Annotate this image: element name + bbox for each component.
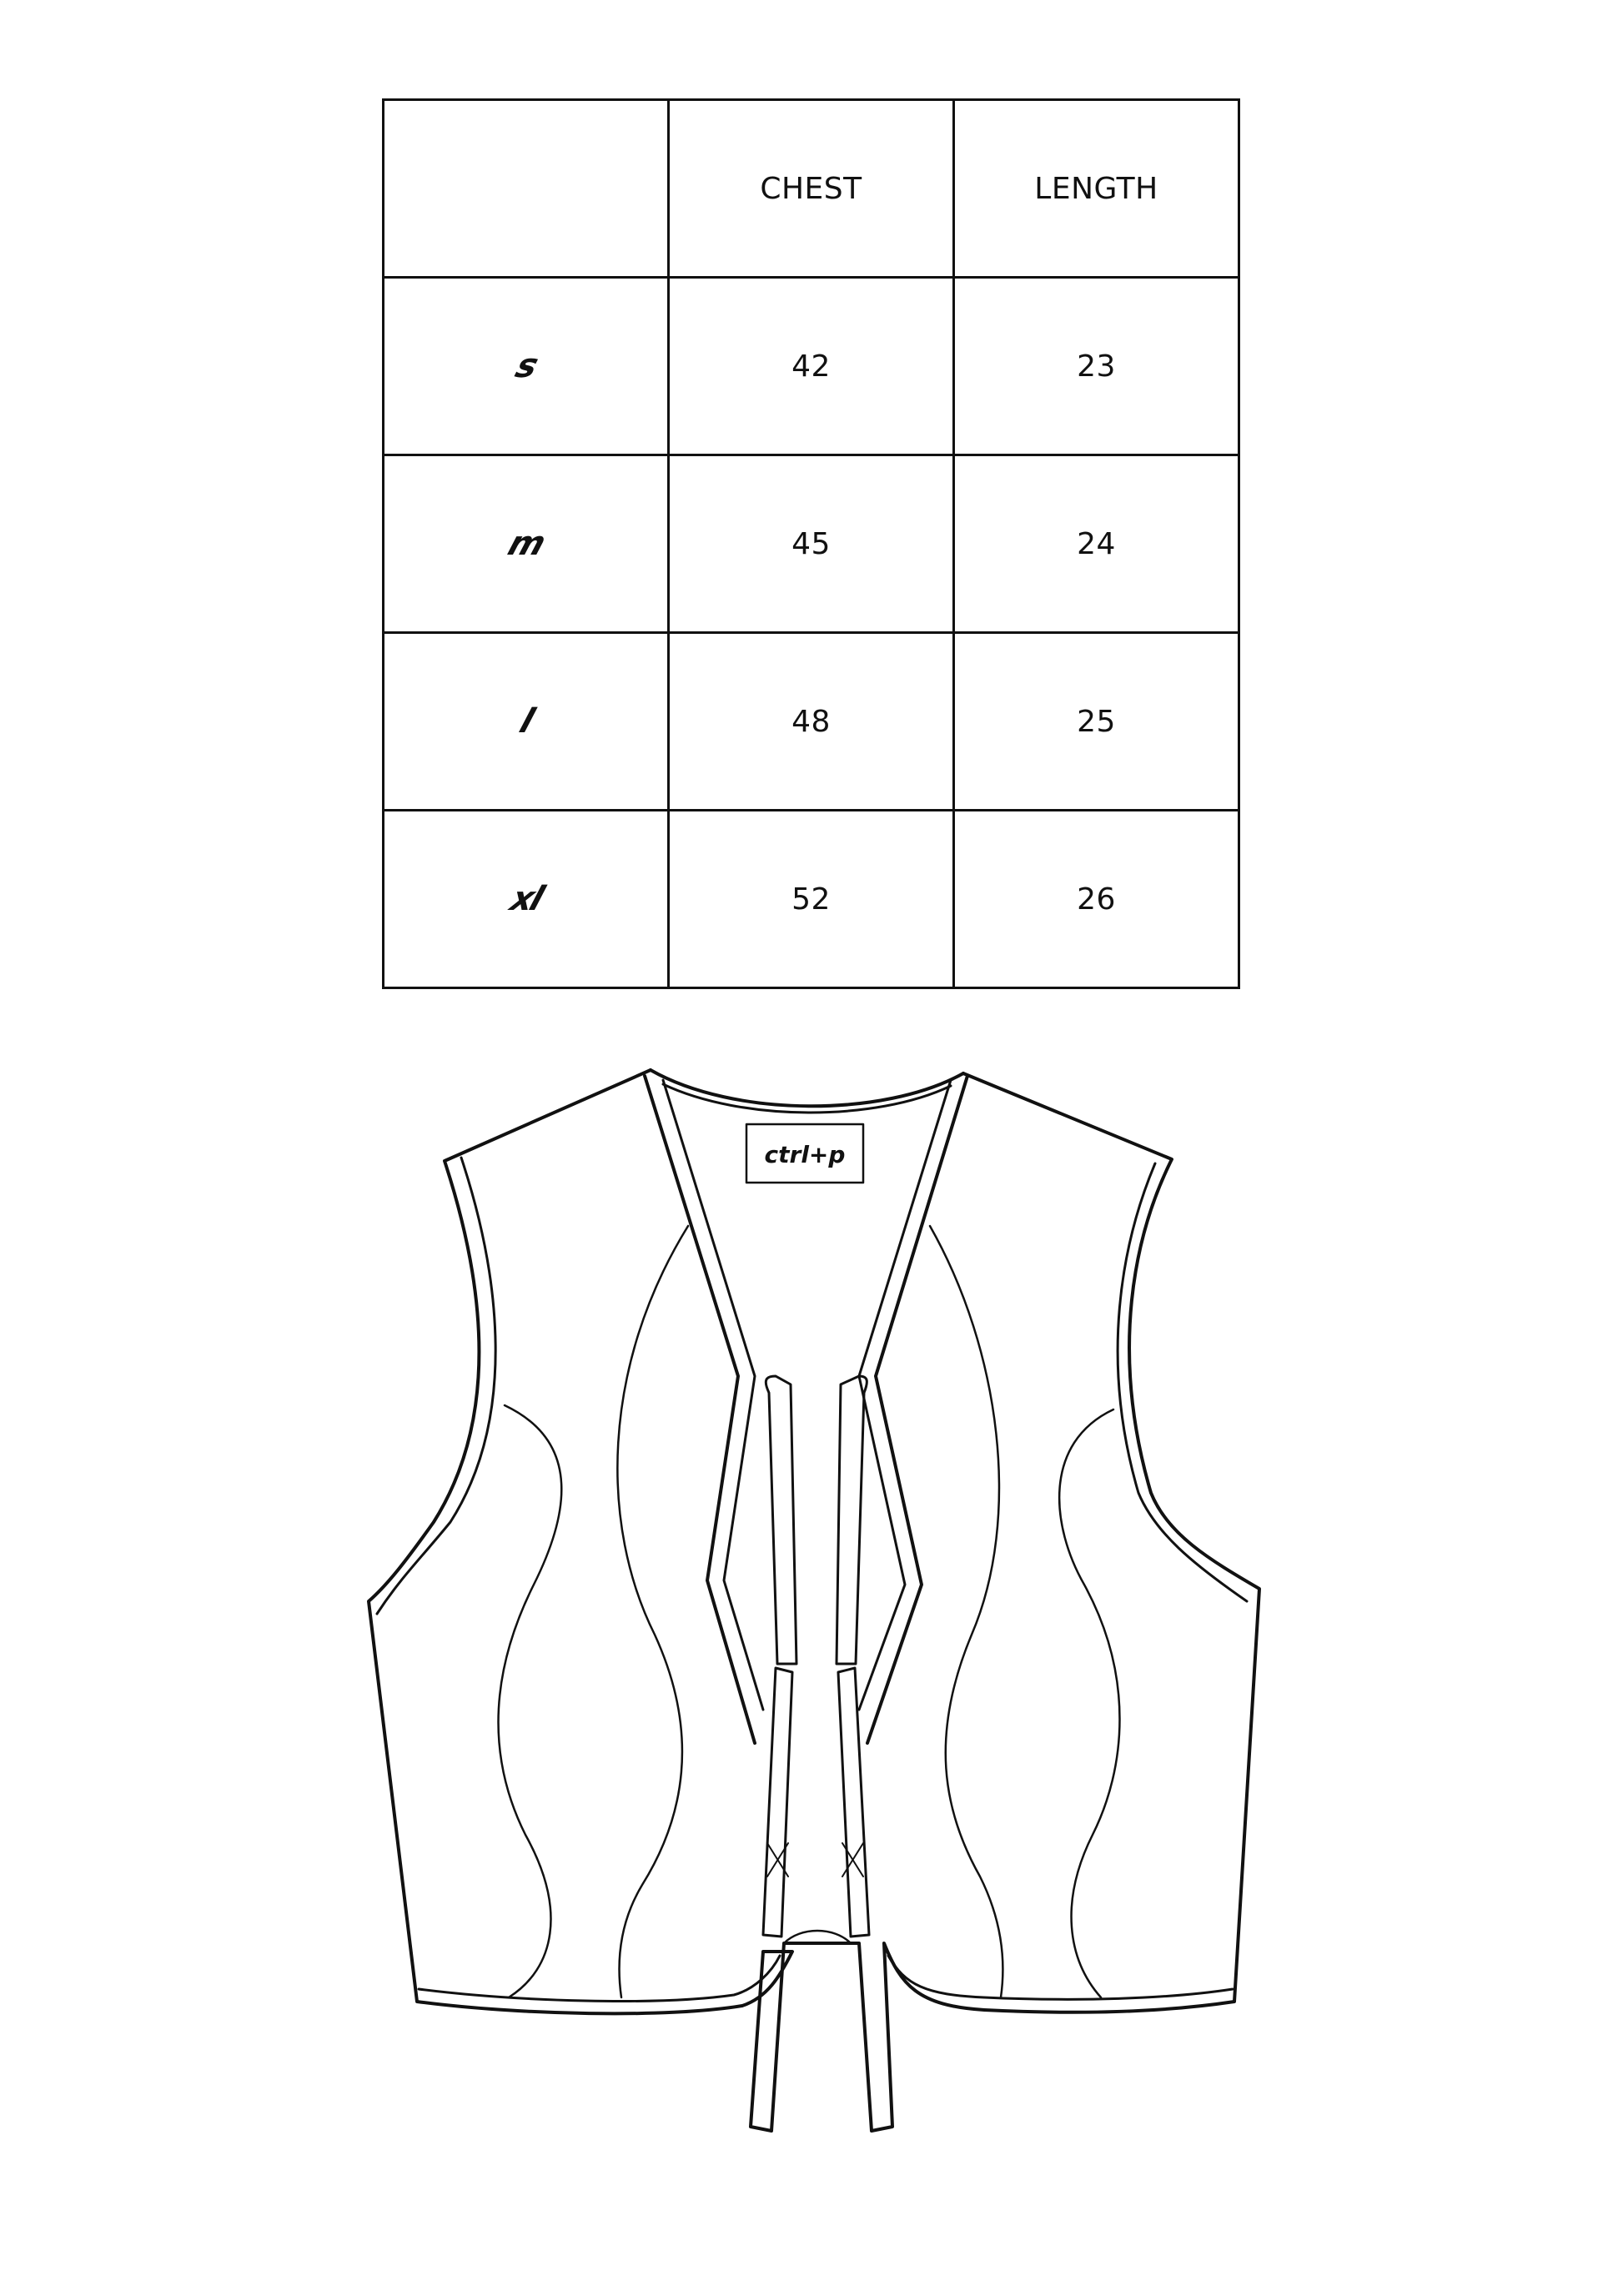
length-value: 26 bbox=[954, 811, 1239, 988]
length-value: 25 bbox=[954, 633, 1239, 811]
size-label: s bbox=[510, 347, 541, 385]
table-row bbox=[384, 811, 1239, 988]
right-princess-seam bbox=[930, 1226, 1002, 1997]
right-side-seam bbox=[1059, 1409, 1119, 1997]
left-princess-seam bbox=[617, 1226, 688, 1997]
hem-binding-right bbox=[888, 1956, 1233, 1999]
header-chest: CHEST bbox=[669, 100, 954, 278]
right-upper-tie bbox=[837, 1376, 867, 1664]
table-header-row bbox=[384, 100, 1239, 278]
left-lower-tie bbox=[763, 1668, 792, 1937]
left-front-edge bbox=[645, 1076, 755, 1743]
length-value: 24 bbox=[954, 455, 1239, 633]
chest-value: 48 bbox=[669, 633, 954, 811]
size-cell bbox=[384, 278, 669, 455]
left-upper-tie bbox=[766, 1376, 796, 1664]
chest-value: 52 bbox=[669, 811, 954, 988]
size-chart-table bbox=[382, 98, 1240, 989]
vest-technical-sketch bbox=[334, 1042, 1293, 2152]
table-row bbox=[384, 455, 1239, 633]
back-neckline bbox=[651, 1070, 963, 1106]
neck-band bbox=[663, 1084, 951, 1113]
header-corner-cell bbox=[384, 100, 669, 278]
size-cell bbox=[384, 811, 669, 988]
size-label: xl bbox=[505, 880, 546, 918]
size-label: l bbox=[515, 702, 537, 741]
left-side-seam bbox=[499, 1405, 562, 1997]
right-lower-tie bbox=[838, 1668, 869, 1937]
size-cell bbox=[384, 633, 669, 811]
chest-value: 45 bbox=[669, 455, 954, 633]
hem-binding bbox=[419, 1956, 780, 2001]
chest-value: 42 bbox=[669, 278, 954, 455]
table-row bbox=[384, 633, 1239, 811]
back-lining bbox=[784, 1931, 851, 1943]
vest-outline bbox=[369, 1070, 1259, 2131]
length-value: 23 bbox=[954, 278, 1239, 455]
left-front-edge-inner bbox=[663, 1080, 763, 1710]
header-length: LENGTH bbox=[954, 100, 1239, 278]
size-label: m bbox=[503, 525, 549, 563]
size-cell bbox=[384, 455, 669, 633]
neck-label-logo: ctrl+p bbox=[764, 1141, 846, 1168]
table-row bbox=[384, 278, 1239, 455]
